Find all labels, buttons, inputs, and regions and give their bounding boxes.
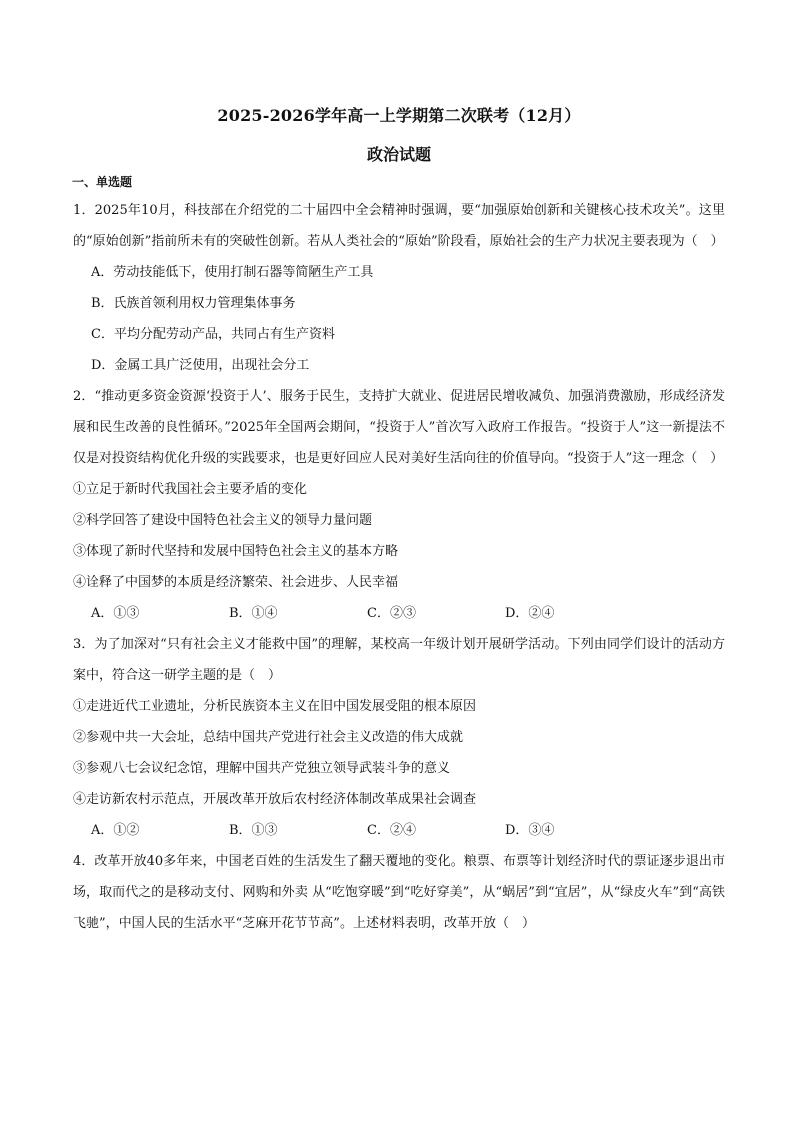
question-3-choice-c: C．②④ [367,823,416,838]
question-1-option-d: D．金属工具广泛使用，出现社会分工 [91,358,310,373]
question-3-statement-1: ①走进近代工业遗址，分析民族资本主义在旧中国发展受阻的根本原因 [73,699,477,714]
question-3-statement-4: ④走访新农村示范点，开展改革开放后农村经济体制改革成果社会调查 [73,792,477,807]
question-3-choices [73,815,725,846]
question-2-statement-2: ②科学回答了建设中国特色社会主义的领导力量问题 [73,513,373,528]
question-2 [73,381,725,629]
question-3-stem: 3．为了加深对“只有社会主义才能救中国”的理解，某校高一年级计划开展研学活动。下列由同学们设计的活动方案中，符合这一研学主题的是（ ） [73,637,725,683]
section-heading: 一、单选题 [72,175,133,189]
question-1-option-b: B．氏族首领利用权力管理集体事务 [91,296,296,311]
question-2-choice-c: C．②③ [367,606,416,621]
question-4-stem: 4．改革开放40多年来，中国老百姓的生活发生了翻天覆地的变化。粮票、布票等计划经济时代的票证逐步退出市场，取而代之的是移动支付、网购和外卖 从“吃饱穿暖”到“吃好穿美”，从“蜗居”到“宜居”，从“绿皮火车”到“高铁飞驰”，中国人民的生活水平“芝麻开花节节高”。上述材料表明，改革开放（ ） [73,854,725,931]
page-content [73,104,725,939]
question-2-statement-3: ③体现了新时代坚持和发展中国特色社会主义的基本方略 [73,544,399,559]
question-3-statement-2: ②参观中共一大会址，总结中国共产党进行社会主义改造的伟大成就 [73,730,464,745]
exam-title: 2025-2026学年高一上学期第二次联考（12月） [217,106,581,125]
question-1 [73,195,725,381]
question-3-choice-b: B．①③ [229,823,278,838]
question-2-choices [73,598,725,629]
question-4 [73,846,725,939]
question-3-statement-3: ③参观八七会议纪念馆，理解中国共产党独立领导武装斗争的意义 [73,761,451,776]
question-2-stem: 2．“推动更多资金资源‘投资于人’、服务于民生，支持扩大就业、促进居民增收减负、加强消费激励，形成经济发展和民生改善的良性循环。”2025年全国两会期间，“投资于人”首次写入政府工作报告。“投资于人”这一新提法不仅是对投资结构优化升级的实践要求，也是更好回应人民对美好生活向往的价值导向。“投资于人”这一理念（ ） [73,389,725,466]
question-1-option-c: C．平均分配劳动产品，共同占有生产资料 [91,327,335,342]
question-3-choice-a: A．①② [91,823,140,838]
question-1-option-a: A．劳动技能低下，使用打制石器等简陋生产工具 [91,265,374,280]
question-3 [73,629,725,846]
question-2-choice-d: D．②④ [505,606,555,621]
question-1-stem: 1．2025年10月，科技部在介绍党的二十届四中全会精神时强调，要“加强原始创新和关键核心技术攻关”。这里的“原始创新”指前所未有的突破性创新。若从人类社会的“原始”阶段看，原始社会的生产力状况主要表现为（ ） [73,203,725,249]
question-3-choice-d: D．③④ [505,823,555,838]
exam-subject: 政治试题 [366,145,431,164]
question-2-statement-1: ①立足于新时代我国社会主要矛盾的变化 [73,482,308,497]
question-2-choice-a: A．①③ [91,606,140,621]
question-2-choice-b: B．①④ [229,606,278,621]
question-2-statement-4: ④诠释了中国梦的本质是经济繁荣、社会进步、人民幸福 [73,575,399,590]
